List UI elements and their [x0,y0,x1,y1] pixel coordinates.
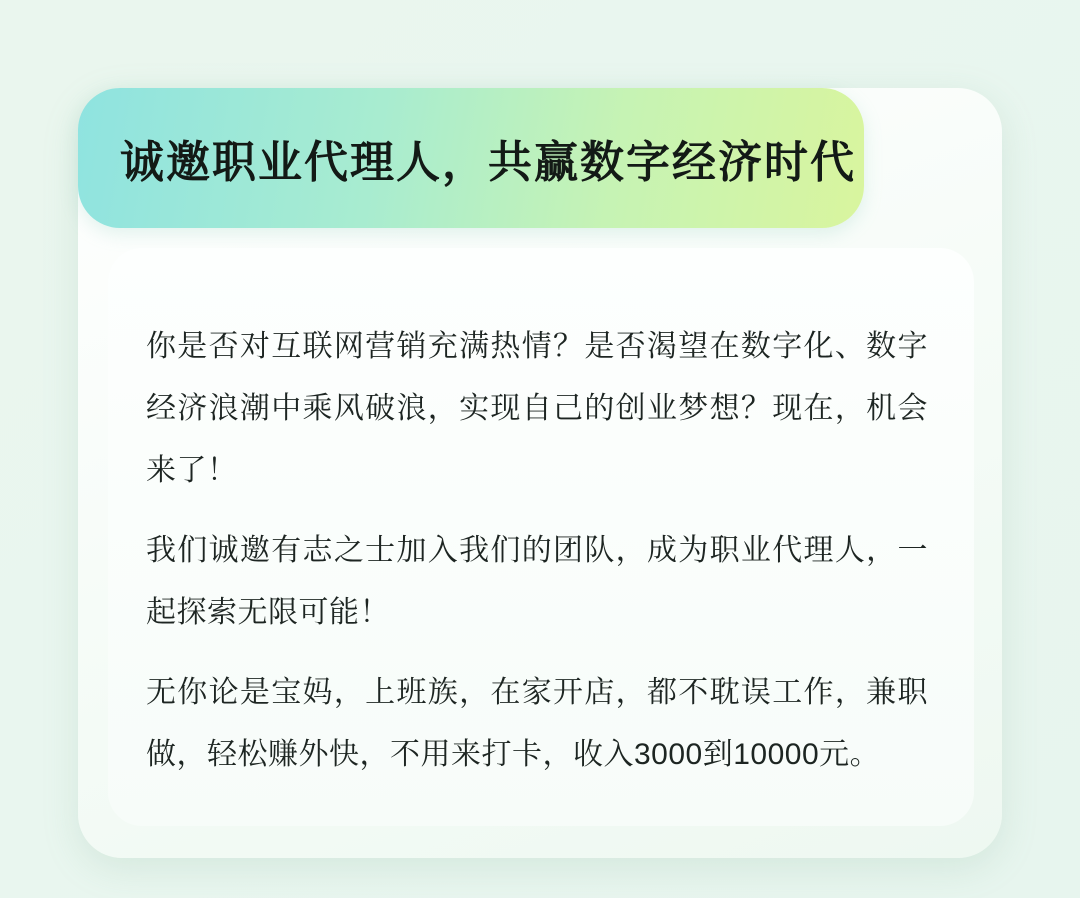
body-paragraph: 你是否对互联网营销充满热情？是否渴望在数字化、数字经济浪潮中乘风破浪，实现自己的创业梦想？现在，机会来了！ [146,330,928,487]
page-title: 诚邀职业代理人，共赢数字经济时代 [120,138,856,187]
content-card [108,248,974,826]
body-paragraph: 无你论是宝妈，上班族，在家开店，都不耽误工作，兼职做，轻松赚外快，不用来打卡，收入3000到10000元。 [146,676,928,771]
title-banner [78,88,864,228]
body-paragraph: 我们诚邀有志之士加入我们的团队，成为职业代理人，一起探索无限可能！ [146,534,928,629]
